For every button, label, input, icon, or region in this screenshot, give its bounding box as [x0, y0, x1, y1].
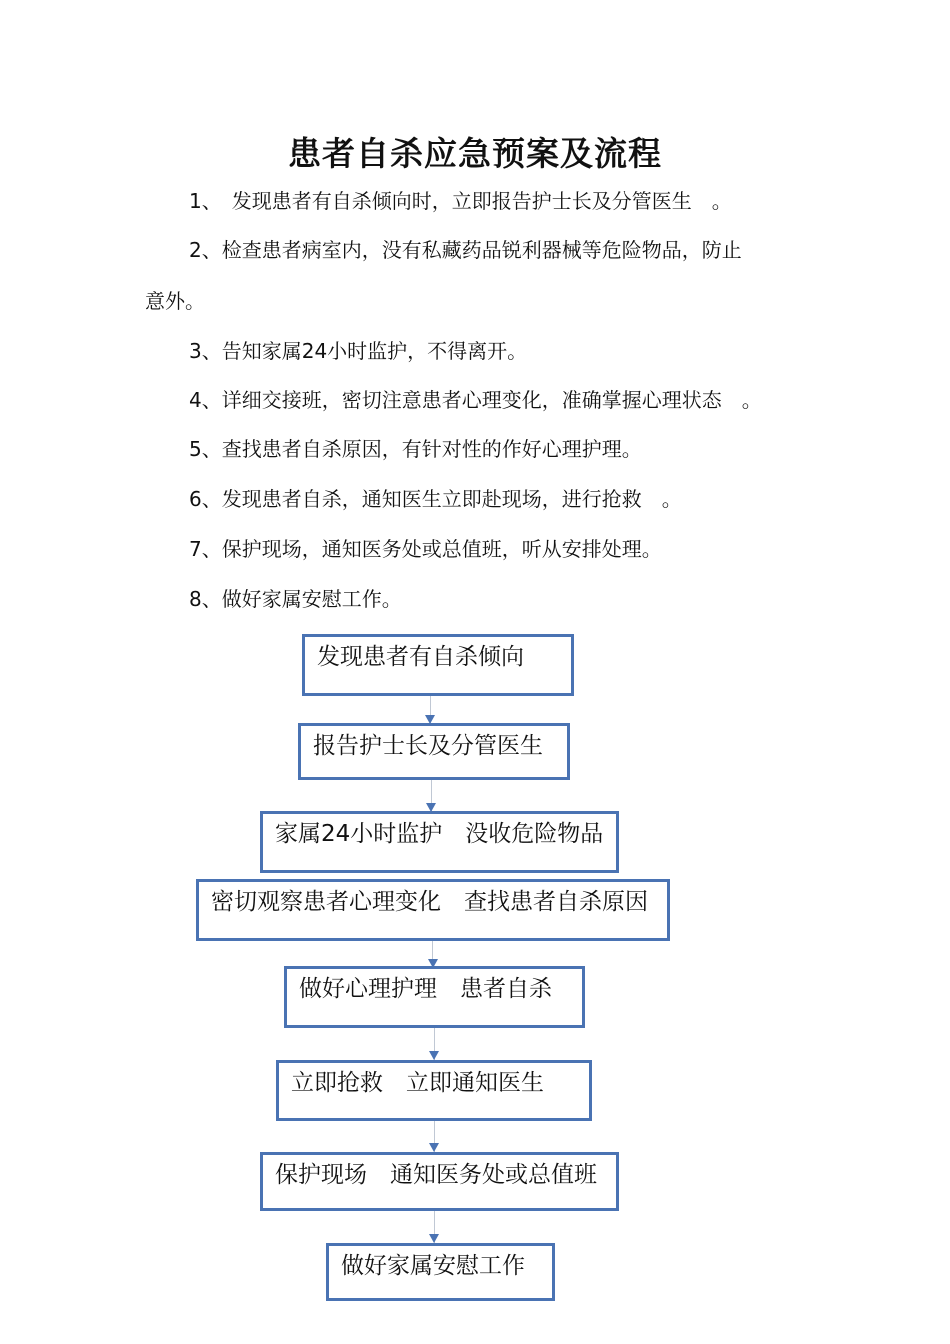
paragraph-7: 7、保护现场，通知医务处或总值班，听从安排处理。: [189, 537, 662, 561]
paragraph-6: 6、发现患者自杀，通知医生立即赴现场，进行抢救 。: [189, 487, 682, 511]
flow-arrow: [429, 1051, 439, 1060]
flow-step-family-monitor: 家属24小时监护 没收危险物品: [260, 811, 619, 873]
paragraph-4: 4、详细交接班，密切注意患者心理变化，准确掌握心理状态 。: [189, 388, 762, 412]
flow-step-comfort-family: 做好家属安慰工作: [326, 1243, 555, 1301]
paragraph-2-continuation: 意外。: [145, 289, 205, 313]
paragraph-5: 5、查找患者自杀原因，有针对性的作好心理护理。: [189, 437, 642, 461]
flow-arrow: [429, 1234, 439, 1243]
flow-step-care: 做好心理护理 患者自杀: [284, 966, 585, 1028]
paragraph-1: 1、 发现患者有自杀倾向时，立即报告护士长及分管医生 。: [189, 189, 732, 213]
flow-step-observe: 密切观察患者心理变化 查找患者自杀原因: [196, 879, 670, 941]
page-title: 患者自杀应急预案及流程: [288, 134, 662, 173]
flow-step-report: 报告护士长及分管医生: [298, 723, 570, 780]
paragraph-3: 3、告知家属24小时监护，不得离开。: [189, 339, 528, 363]
flow-arrow: [429, 1143, 439, 1152]
flow-step-rescue: 立即抢救 立即通知医生: [276, 1060, 592, 1121]
paragraph-8: 8、做好家属安慰工作。: [189, 587, 402, 611]
flow-step-discover: 发现患者有自杀倾向: [302, 634, 574, 696]
paragraph-2: 2、检查患者病室内，没有私藏药品锐利器械等危险物品，防止: [189, 238, 742, 262]
flow-step-protect-scene: 保护现场 通知医务处或总值班: [260, 1152, 619, 1211]
